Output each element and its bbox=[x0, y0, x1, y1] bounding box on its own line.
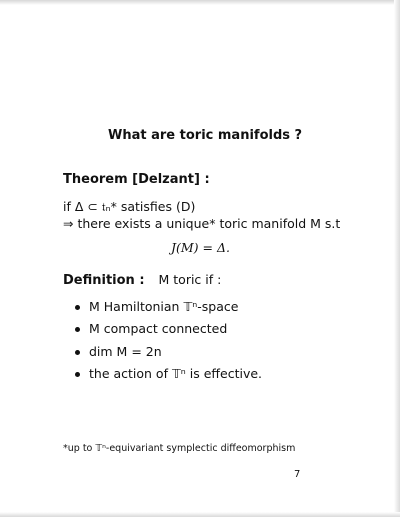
theorem-line-2: ⇒ there exists a unique* toric manifold M s.t bbox=[63, 216, 341, 231]
definition-intro: M toric if : bbox=[158, 272, 222, 287]
scan-edge-top bbox=[0, 0, 400, 5]
scan-edge-bottom bbox=[0, 512, 400, 517]
bullet-dot bbox=[75, 350, 80, 355]
theorem-line-1: if Δ ⊂ 𝔱ₙ* satisfies (D) bbox=[63, 199, 196, 214]
bullet-item-4: the action of 𝕋ⁿ is effective. bbox=[89, 366, 263, 381]
footnote: *up to 𝕋ⁿ-equivariant symplectic diffeomorphism bbox=[63, 443, 296, 454]
bullet-item-1: M Hamiltonian 𝕋ⁿ-space bbox=[89, 299, 239, 314]
bullet-item-2: M compact connected bbox=[89, 321, 228, 336]
page-number: 7 bbox=[294, 469, 301, 480]
bullet-item-3: dim M = 2n bbox=[89, 344, 162, 359]
scan-edge-right bbox=[394, 0, 400, 517]
bullet-dot bbox=[75, 305, 80, 310]
theorem-heading: Theorem [Delzant] : bbox=[63, 172, 210, 187]
bullet-dot bbox=[75, 327, 80, 332]
definition-line bbox=[63, 272, 221, 289]
bullet-dot bbox=[75, 372, 80, 377]
slide-title: What are toric manifolds ? bbox=[108, 128, 303, 143]
definition-heading: Definition : bbox=[63, 273, 145, 288]
theorem-equation: J(M) = Δ. bbox=[171, 240, 230, 255]
